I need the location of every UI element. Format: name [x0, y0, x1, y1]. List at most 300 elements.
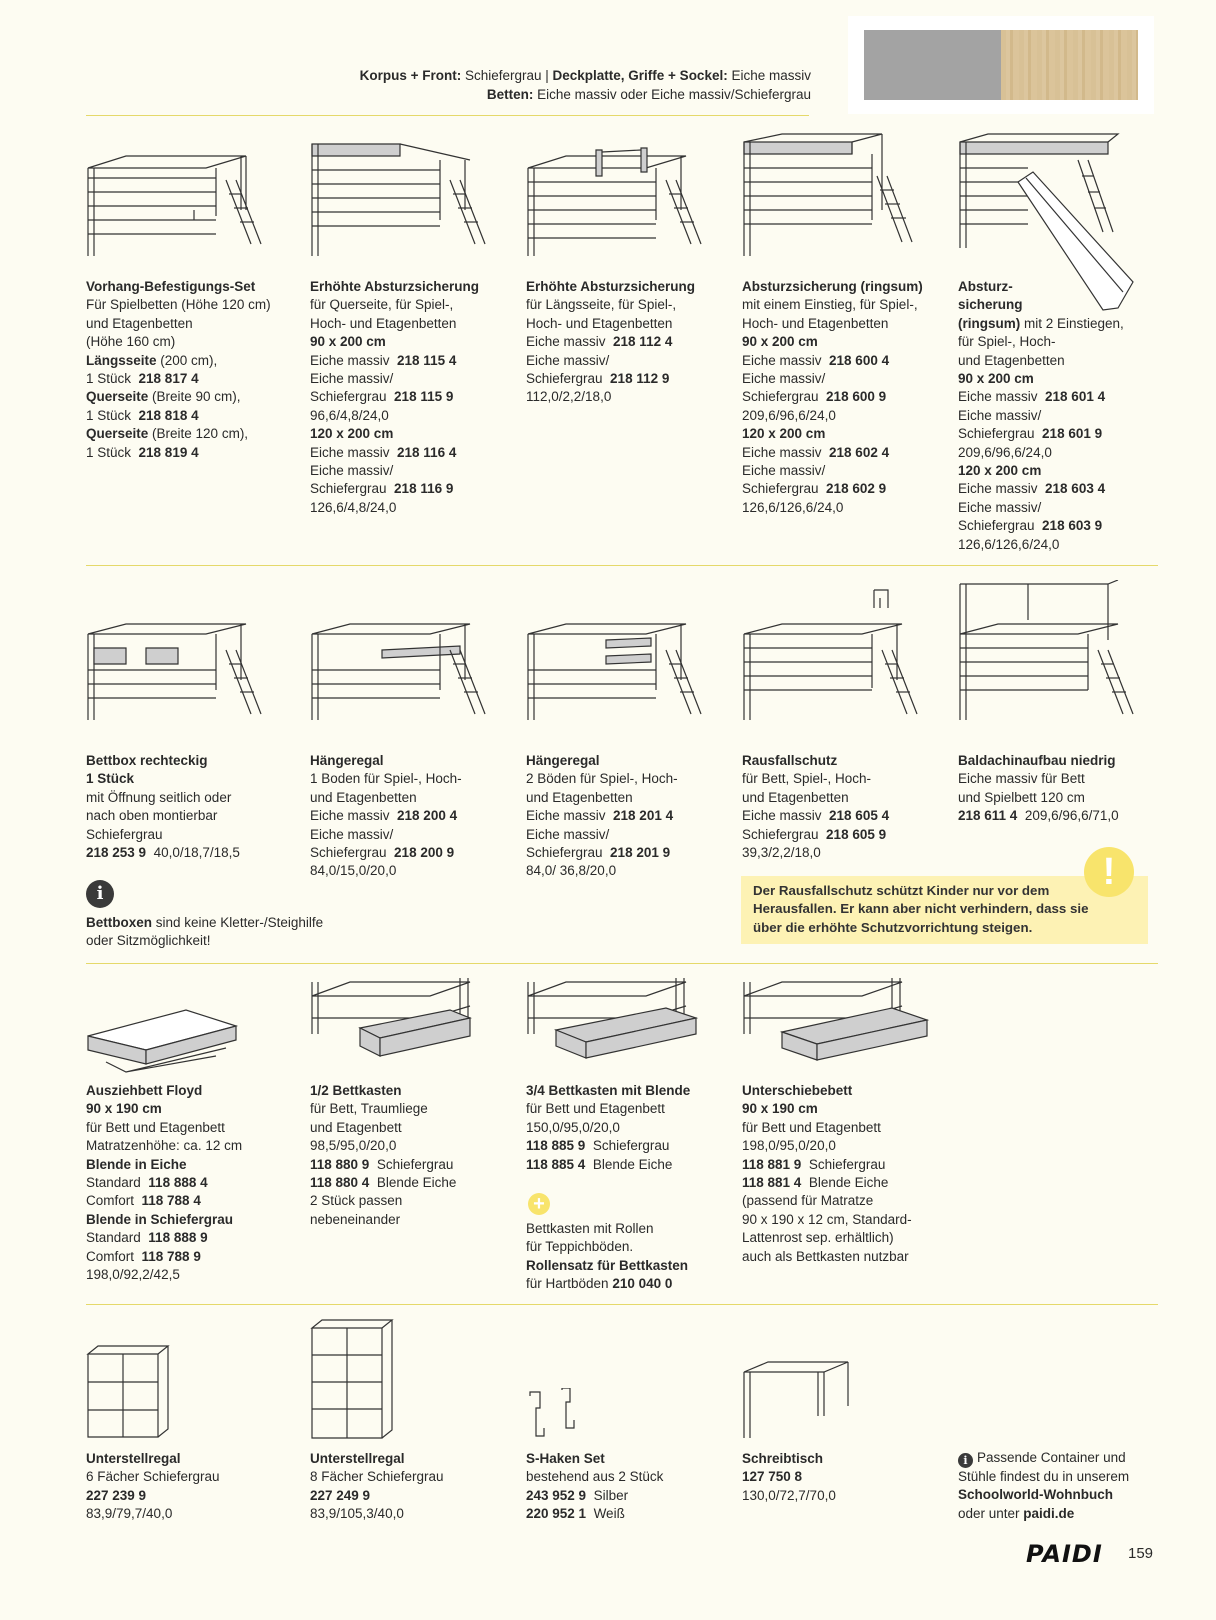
product-line-bold: 118 880 4	[310, 1175, 370, 1191]
product-baldachin	[958, 752, 1168, 826]
product-line-text: Für Spielbetten (Höhe 120 cm)	[86, 297, 271, 313]
product-line	[526, 333, 736, 351]
product-title: Vorhang-Befestigungs-Set	[86, 279, 256, 294]
product-title: Unterschiebebett	[742, 1083, 853, 1098]
product-line	[86, 1192, 296, 1210]
product-line	[742, 480, 952, 498]
product-line	[958, 407, 1168, 425]
product-title: 1/2 Bettkasten	[310, 1083, 402, 1098]
header-betten-value: Eiche massiv oder Eiche massiv/Schiefergrau	[533, 87, 811, 102]
loft-bed-shelf-2-illustration	[526, 620, 706, 720]
rollen-note	[526, 1220, 746, 1294]
article-number: 218 605 4	[829, 808, 890, 824]
product-line-text: Eiche massiv für Bett	[958, 771, 1085, 787]
product-line-bold: Querseite	[86, 389, 149, 405]
product-line-text: 1 Stück	[86, 371, 139, 387]
product-line-text: 130,0/72,7/70,0	[742, 1487, 836, 1503]
product-line	[742, 1119, 952, 1137]
plus-icon: +	[528, 1193, 550, 1215]
product-line-text: nach oben montierbar	[86, 808, 218, 824]
product-line-text: Eiche massiv	[742, 808, 830, 824]
article-number: 218 602 9	[826, 481, 887, 497]
article-number: 218 818 4	[138, 407, 199, 423]
article-number: 218 601 4	[1045, 389, 1106, 405]
product-line-text: Standard	[86, 1175, 149, 1191]
paidi-logo: PAIDI	[1026, 1540, 1103, 1568]
product-line	[742, 425, 952, 443]
product-line-text: 83,9/105,3/40,0	[310, 1506, 404, 1522]
product-line-text: Hoch- und Etagenbetten	[310, 315, 457, 331]
header-deckplatte-label: Deckplatte, Griffe + Sockel:	[552, 68, 728, 83]
product-line	[310, 499, 520, 517]
product-line-text: Schiefergrau	[585, 1138, 670, 1154]
product-line-text: Schiefergrau	[369, 1156, 454, 1172]
product-line	[86, 388, 296, 406]
product-line-text: Standard	[86, 1230, 149, 1246]
product-line-text: und Etagenbetten	[86, 315, 193, 331]
product-line-bold: 227 239 9	[86, 1487, 147, 1503]
product-line-text: 1 Boden für Spiel-, Hoch-	[310, 771, 462, 787]
product-line-text: Schiefergrau	[958, 426, 1043, 442]
warning-icon: !	[1084, 847, 1134, 897]
color-swatches	[848, 16, 1154, 114]
header-korpus-value: Schiefergrau |	[461, 68, 553, 83]
product-line-text: Eiche massiv/	[526, 352, 610, 368]
product-line	[958, 536, 1168, 554]
product-line	[742, 1468, 952, 1486]
product-line-text: Schiefergrau	[310, 481, 395, 497]
trundle-bed-illustration	[86, 1006, 246, 1076]
container-note-line1: Passende Container und	[977, 1450, 1126, 1465]
product-line	[742, 315, 952, 333]
product-guard-all-round	[742, 278, 952, 517]
product-line	[742, 789, 952, 807]
product-line-text: Eiche massiv	[526, 334, 614, 350]
product-line-text: für Spiel-, Hoch-	[958, 334, 1056, 350]
product-line-bold: Querseite	[86, 426, 149, 442]
eiche-swatch	[1001, 30, 1138, 100]
header-deckplatte-value: Eiche massiv	[727, 68, 811, 83]
product-line-text: 90 x 190 x 12 cm, Standard-	[742, 1211, 912, 1227]
divider	[86, 115, 809, 116]
product-line	[86, 352, 296, 370]
product-title: Baldachinaufbau niedrig	[958, 753, 1116, 768]
product-line	[526, 770, 736, 788]
product-line	[958, 425, 1168, 443]
page-header	[360, 66, 811, 104]
product-line	[958, 315, 1168, 333]
product-line-text: mit 2 Einstiegen,	[1020, 315, 1124, 331]
product-line-text: Eiche massiv/	[526, 826, 610, 842]
product-line-text: und Etagenbetten	[958, 352, 1065, 368]
product-line-text: Blende Eiche	[369, 1175, 457, 1191]
product-line-text: 2 Stück passen	[310, 1193, 403, 1209]
product-line-text: und Etagenbetten	[310, 789, 417, 805]
product-line-bold: sicherung	[958, 297, 1023, 313]
product-line	[526, 1505, 736, 1523]
product-line-text: 96,6/4,8/24,0	[310, 407, 389, 423]
divider	[86, 565, 1158, 566]
divider	[86, 1304, 1158, 1305]
product-line-text: Eiche massiv	[310, 808, 398, 824]
product-s-haken	[526, 1450, 736, 1524]
product-line-bold: Blende in Schiefergrau	[86, 1211, 234, 1227]
product-line	[86, 1156, 296, 1174]
product-line	[86, 1137, 296, 1155]
product-line	[742, 407, 952, 425]
product-title: Rausfallschutz	[742, 753, 838, 768]
product-line-text: nebeneinander	[310, 1211, 401, 1227]
product-line	[958, 770, 1168, 788]
rollen-note-line3: Rollensatz für Bettkasten	[526, 1257, 689, 1273]
product-line-text: mit Öffnung seitlich oder	[86, 789, 232, 805]
article-number: 118 888 9	[148, 1230, 208, 1246]
page-number: 159	[1128, 1545, 1154, 1562]
product-line-bold: Längsseite	[86, 352, 157, 368]
product-line	[86, 1505, 296, 1523]
bettbox-note-text2: oder Sitzmöglichkeit!	[86, 933, 211, 949]
product-line	[86, 1468, 296, 1486]
product-line	[310, 480, 520, 498]
product-unterstellregal-8	[310, 1450, 520, 1524]
product-line-text: bestehend aus 2 Stück	[526, 1469, 664, 1485]
product-line	[742, 370, 952, 388]
article-number: 218 603 4	[1045, 481, 1106, 497]
product-title: Hängeregal	[310, 753, 384, 768]
loft-bed-shelf-1-illustration	[310, 620, 490, 720]
product-line	[310, 407, 520, 425]
product-line-bold: 90 x 190 cm	[742, 1101, 818, 1117]
product-line	[526, 862, 736, 880]
product-line	[310, 862, 520, 880]
product-line-text: Eiche massiv/	[310, 371, 394, 387]
product-line-bold: 120 x 200 cm	[310, 426, 394, 442]
product-line	[742, 1100, 952, 1118]
article-number: 218 116 4	[397, 444, 457, 460]
product-title: Erhöhte Absturzsicherung	[526, 279, 696, 294]
product-line	[310, 370, 520, 388]
product-line-text: Schiefergrau	[526, 371, 611, 387]
product-line	[958, 333, 1168, 351]
loft-bed-raised-guard-long-illustration	[526, 140, 706, 256]
product-line	[526, 1156, 736, 1174]
product-line	[742, 844, 952, 862]
product-line-text: Schiefergrau	[958, 518, 1043, 534]
product-raised-guard-long	[526, 278, 736, 407]
product-line	[86, 1174, 296, 1192]
product-line	[310, 1174, 520, 1192]
product-line	[958, 517, 1168, 535]
product-line	[742, 462, 952, 480]
product-line-text: 2 Böden für Spiel-, Hoch-	[526, 771, 678, 787]
article-number: 218 602 4	[829, 444, 890, 460]
product-line	[86, 789, 296, 807]
product-line-text: für Bett und Etagenbett	[86, 1119, 225, 1135]
product-line-text: Schiefergrau	[742, 826, 827, 842]
warning-text: Der Rausfallschutz schützt Kinder nur vor dem Herausfallen. Er kann aber nicht verhindern, dass sie über die erhöhte Schutzvorrichtung steigen.	[753, 883, 1089, 935]
product-line	[310, 444, 520, 462]
article-number: 218 603 9	[1042, 518, 1103, 534]
product-line-text: 84,0/15,0/20,0	[310, 863, 397, 879]
loft-bed-box-illustration	[86, 620, 266, 720]
product-line	[86, 1266, 296, 1284]
product-line	[742, 388, 952, 406]
product-line	[958, 462, 1168, 480]
product-haengeregal-1	[310, 752, 520, 881]
product-line-text: für Querseite, für Spiel-,	[310, 297, 454, 313]
product-title: Schreibtisch	[742, 1451, 824, 1466]
product-line-text: Schiefergrau	[526, 845, 611, 861]
article-number: 218 819 4	[138, 444, 199, 460]
rollen-note-line2: für Teppichböden.	[526, 1239, 634, 1255]
product-line	[958, 807, 1168, 825]
shelf-8-illustration	[310, 1318, 400, 1440]
product-line-bold: 120 x 200 cm	[742, 426, 826, 442]
rollen-note-line1: Bettkasten mit Rollen	[526, 1221, 654, 1236]
loft-bed-fall-guard-illustration	[742, 588, 922, 720]
product-line-text: 98,5/95,0/20,0	[310, 1138, 397, 1154]
product-line	[86, 770, 296, 788]
product-line	[742, 1156, 952, 1174]
product-line-text: Eiche massiv/	[310, 826, 394, 842]
product-line-text: 209,6/96,6/71,0	[1017, 808, 1119, 824]
loft-bed-guard-all-round-illustration	[742, 132, 922, 256]
product-line	[310, 1192, 520, 1210]
product-line-bold: (ringsum)	[958, 315, 1021, 331]
product-line-text: Eiche massiv	[742, 444, 830, 460]
product-line	[526, 1137, 736, 1155]
info-icon: i	[86, 880, 114, 908]
product-line	[310, 1211, 520, 1229]
product-line	[310, 1156, 520, 1174]
container-note-link[interactable]: paidi.de	[1023, 1505, 1075, 1521]
product-line-text: (Höhe 160 cm)	[86, 334, 176, 350]
product-line	[742, 1137, 952, 1155]
product-line-text: 39,3/2,2/18,0	[742, 845, 821, 861]
product-title: Absturz-	[958, 279, 1013, 294]
product-title: Absturzsicherung (ringsum)	[742, 279, 923, 294]
product-line-text: 150,0/95,0/20,0	[526, 1119, 620, 1135]
bettbox-note-text: sind keine Kletter-/Steighilfe	[152, 915, 324, 930]
article-number: 218 817 4	[138, 371, 199, 387]
product-line-text: für Bett, Spiel-, Hoch-	[742, 771, 872, 787]
product-line-text: Eiche massiv/	[310, 463, 394, 479]
product-curtain-set	[86, 278, 296, 462]
product-line	[742, 1248, 952, 1266]
product-line	[958, 388, 1168, 406]
product-line-text: 209,6/96,6/24,0	[958, 444, 1052, 460]
product-line	[742, 1211, 952, 1229]
product-line	[86, 1248, 296, 1266]
loft-bed-raised-guard-cross-illustration	[310, 140, 490, 256]
product-line	[86, 315, 296, 333]
product-line	[310, 1119, 520, 1137]
product-line-text: und Etagenbett	[310, 1119, 402, 1135]
product-line	[86, 1229, 296, 1247]
product-line	[526, 370, 736, 388]
product-line	[742, 770, 952, 788]
product-line-text: 8 Fächer Schiefergrau	[310, 1469, 444, 1485]
product-line-bold: 1 Stück	[86, 771, 135, 787]
s-hook-illustration	[526, 1388, 586, 1440]
product-line-text: 126,6/4,8/24,0	[310, 499, 397, 515]
product-line-text: Eiche massiv/	[742, 463, 826, 479]
product-three-quarter-bettkasten	[526, 1082, 736, 1174]
product-line-bold: 120 x 200 cm	[958, 463, 1042, 479]
product-line	[526, 296, 736, 314]
container-note	[958, 1449, 1178, 1523]
product-line-text: und Etagenbetten	[742, 789, 849, 805]
product-bettbox	[86, 752, 296, 862]
desk-illustration	[742, 1360, 852, 1440]
half-drawer-illustration	[310, 978, 490, 1078]
article-number: 218 601 9	[1042, 426, 1103, 442]
product-line-text: 198,0/92,2/42,5	[86, 1267, 180, 1283]
product-line-text: 6 Fächer Schiefergrau	[86, 1469, 220, 1485]
product-line-bold: 127 750 8	[742, 1469, 803, 1485]
product-line	[310, 1100, 520, 1118]
product-line	[742, 1487, 952, 1505]
header-betten-label: Betten:	[486, 87, 534, 102]
info-icon: i	[958, 1453, 973, 1468]
article-number: 118 788 9	[141, 1248, 201, 1264]
product-line-text: für Längsseite, für Spiel-,	[526, 297, 677, 313]
product-line-bold: 243 952 9	[526, 1487, 587, 1503]
rollen-note-line4-number: 210 040 0	[612, 1276, 673, 1292]
article-number: 218 200 4	[397, 808, 458, 824]
product-line	[86, 1119, 296, 1137]
product-line	[742, 296, 952, 314]
bettbox-note	[86, 914, 386, 951]
product-line-text: 198,0/95,0/20,0	[742, 1138, 836, 1154]
product-line	[958, 789, 1168, 807]
header-line-1	[360, 66, 811, 85]
divider	[86, 963, 1158, 964]
product-line-text: Schiefergrau	[310, 845, 395, 861]
product-line-bold: 227 249 9	[310, 1487, 371, 1503]
product-line	[742, 352, 952, 370]
product-line	[310, 1468, 520, 1486]
product-line-text: Eiche massiv	[742, 352, 830, 368]
product-line	[958, 296, 1168, 314]
product-unterstellregal-6	[86, 1450, 296, 1524]
article-number: 218 200 9	[394, 845, 455, 861]
product-line	[86, 1211, 296, 1229]
product-line	[310, 333, 520, 351]
product-line	[958, 352, 1168, 370]
product-line-text: Schiefergrau	[86, 826, 163, 842]
product-line-text: Eiche massiv	[310, 444, 398, 460]
product-line-text: Comfort	[86, 1193, 142, 1209]
product-line	[310, 1505, 520, 1523]
product-line	[86, 333, 296, 351]
product-line-text: (Breite 90 cm),	[148, 389, 241, 405]
product-line	[310, 826, 520, 844]
product-line	[310, 352, 520, 370]
product-line-text: Comfort	[86, 1248, 142, 1264]
product-line-bold: 118 885 4	[526, 1156, 586, 1172]
product-line	[526, 1468, 736, 1486]
schiefergrau-swatch	[864, 30, 1001, 100]
article-number: 218 605 9	[826, 826, 887, 842]
product-line-text: und Spielbett 120 cm	[958, 789, 1085, 805]
pull-out-bed-illustration	[742, 978, 932, 1078]
product-line	[310, 1137, 520, 1155]
article-number: 218 115 9	[394, 389, 454, 405]
product-line	[310, 462, 520, 480]
product-line-text: Blende Eiche	[801, 1175, 889, 1191]
article-number: 218 115 4	[397, 352, 457, 368]
product-line-text: Eiche massiv	[958, 389, 1046, 405]
product-line	[310, 388, 520, 406]
product-line-text: Eiche massiv/	[742, 371, 826, 387]
product-line-bold: 218 611 4	[958, 808, 1018, 824]
product-line	[958, 370, 1168, 388]
product-line	[310, 844, 520, 862]
article-number: 118 788 4	[141, 1193, 201, 1209]
product-line-text: Matratzenhöhe: ca. 12 cm	[86, 1138, 243, 1154]
product-line	[310, 770, 520, 788]
product-line-bold: 90 x 190 cm	[86, 1101, 162, 1117]
product-line	[86, 370, 296, 388]
product-line-text: Eiche massiv	[310, 352, 398, 368]
product-line-text: 40,0/18,7/18,5	[146, 845, 240, 861]
product-line-text: Hoch- und Etagenbetten	[742, 315, 889, 331]
product-line-text: Hoch- und Etagenbetten	[526, 315, 673, 331]
product-line	[742, 1229, 952, 1247]
product-line	[742, 826, 952, 844]
article-number: 218 201 4	[613, 808, 674, 824]
product-line	[86, 425, 296, 443]
product-line	[310, 315, 520, 333]
product-line	[310, 425, 520, 443]
product-line	[742, 1174, 952, 1192]
product-line-text: Eiche massiv	[526, 808, 614, 824]
article-number: 218 600 4	[829, 352, 890, 368]
product-line	[86, 444, 296, 462]
article-number: 218 112 9	[610, 371, 670, 387]
product-line	[526, 807, 736, 825]
three-quarter-drawer-illustration	[526, 978, 706, 1078]
product-line-text: Schiefergrau	[742, 389, 827, 405]
product-line-bold: 218 253 9	[86, 845, 147, 861]
product-line-text: (passend für Matratze	[742, 1193, 874, 1209]
product-line	[526, 1119, 736, 1137]
product-line-text: Schiefergrau	[742, 481, 827, 497]
product-line	[86, 1487, 296, 1505]
product-title: Bettbox rechteckig	[86, 753, 208, 768]
loft-bed-curtain-illustration	[86, 140, 266, 256]
product-line	[310, 296, 520, 314]
product-line-bold: 118 881 9	[742, 1156, 802, 1172]
article-number: 118 888 4	[148, 1175, 208, 1191]
product-line-text: (Breite 120 cm),	[148, 426, 249, 442]
article-number: 218 201 9	[610, 845, 671, 861]
product-line	[742, 444, 952, 462]
product-title: 3/4 Bettkasten mit Blende	[526, 1083, 691, 1098]
product-line-bold: 220 952 1	[526, 1506, 587, 1522]
product-line	[86, 826, 296, 844]
product-ausziehbett	[86, 1082, 296, 1284]
product-line-bold: 90 x 200 cm	[958, 371, 1034, 387]
product-line-text: und Etagenbetten	[526, 789, 633, 805]
product-line	[526, 352, 736, 370]
product-line	[526, 1100, 736, 1118]
product-line-text: auch als Bettkasten nutzbar	[742, 1248, 909, 1264]
product-raised-guard-cross	[310, 278, 520, 517]
product-line	[86, 844, 296, 862]
product-line	[526, 315, 736, 333]
